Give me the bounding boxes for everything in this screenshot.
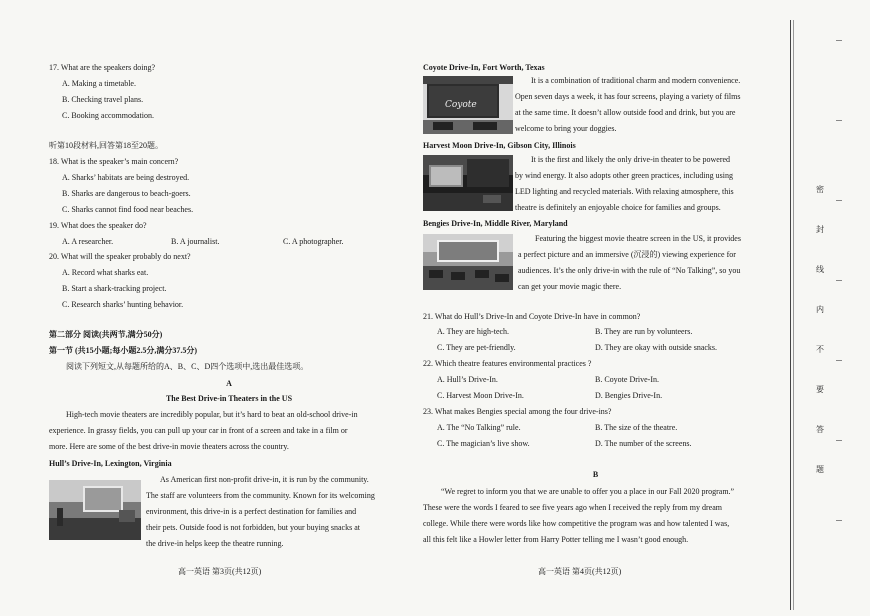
q20-option-c: C. Research sharks’ hunting behavior. (62, 300, 184, 309)
q21-option-a: A. They are high-tech. (437, 327, 510, 336)
passage-b-line-2: These were the words I feared to see five years ago when I received the reply from my dream (423, 503, 722, 512)
coyote-drive-in-photo (423, 76, 513, 134)
q19-option-a: A. A researcher. (62, 237, 114, 246)
binding-char-5: 不 (816, 345, 824, 354)
edge-tick (836, 120, 842, 121)
q17-option-c: C. Booking accommodation. (62, 111, 154, 120)
coyote-sign-text: Coyote (445, 100, 477, 110)
binding-line (790, 20, 791, 610)
right-page-footer: 高一英语 第4页(共12页) (538, 567, 622, 576)
intro-line-2: experience. In grassy fields, you can pull up your car in front of a screen and take in a film or (49, 426, 348, 435)
q22-option-b: B. Coyote Drive-In. (595, 375, 659, 384)
edge-tick (836, 440, 842, 441)
q22-option-d: D. Bengies Drive-In. (595, 391, 663, 400)
q21-option-b: B. They are run by volunteers. (595, 327, 693, 336)
harvest-text-1: It is the first and likely the only drive-in theater to be powered (531, 155, 731, 164)
coyote-text-4: welcome to bring your doggies. (515, 124, 617, 133)
q17-option-b: B. Checking travel plans. (62, 95, 144, 104)
harvest-title: Harvest Moon Drive-In, Gibson City, Illinois (423, 141, 576, 150)
hull-text-1: As American first non-profit drive-in, it is run by the community. (160, 475, 369, 484)
q23-option-b: B. The size of the theatre. (595, 423, 678, 432)
hull-title: Hull’s Drive-In, Lexington, Virginia (49, 459, 172, 468)
binding-char-4: 内 (816, 305, 824, 314)
bengies-text-2: a perfect picture and an immersive (沉浸的) viewing experience for (518, 250, 736, 259)
binding-strip (790, 20, 830, 610)
edge-tick (836, 360, 842, 361)
binding-char-2: 封 (816, 225, 824, 234)
passage-title: The Best Drive-in Theaters in the US (165, 394, 293, 403)
bengies-text-1: Featuring the biggest movie theatre screen in the US, it provides (535, 234, 741, 243)
q21-stem: 21. What do Hull’s Drive-In and Coyote Drive-In have in common? (423, 312, 641, 321)
q20-option-b: B. Start a shark-tracking project. (62, 284, 167, 293)
harvest-text-4: theatre is definitely an enjoyable choice for families and groups. (515, 203, 721, 212)
coyote-text-3: at the same time. It doesn’t allow outside food and drink, but you are (515, 108, 736, 117)
binding-line-secondary (793, 20, 794, 610)
hull-text-5: the drive-in helps keep the theatre running. (146, 539, 284, 548)
hull-text-4: their pets. Outside food is not forbidden, but your buying snacks at (146, 523, 360, 532)
binding-char-7: 答 (816, 425, 824, 434)
q23-option-a: A. The “No Talking” rule. (437, 423, 521, 432)
intro-line-1: High-tech movie theaters are incredibly popular, but it’s hard to beat an old-school drive-in (66, 410, 358, 419)
binding-char-6: 要 (816, 385, 824, 394)
binding-char-1: 密 (816, 185, 824, 194)
part-two-heading: 第二部分 阅读(共两节,满分50分) (49, 330, 163, 339)
q22-option-c: C. Harvest Moon Drive-In. (437, 391, 524, 400)
coyote-title: Coyote Drive-In, Fort Worth, Texas (423, 63, 545, 72)
q17-stem: 17. What are the speakers doing? (49, 63, 156, 72)
q22-option-a: A. Hull’s Drive-In. (437, 375, 498, 384)
passage-b-line-4: all this felt like a Howler letter from Harry Potter telling me I wasn’t good enough. (423, 535, 689, 544)
q18-option-b: B. Sharks are dangerous to beach-goers. (62, 189, 191, 198)
hull-text-3: environment, this drive-in is a perfect destination for families and (146, 507, 357, 516)
q17-option-a: A. Making a timetable. (62, 79, 136, 88)
edge-tick (836, 520, 842, 521)
left-page (0, 0, 410, 616)
q23-option-d: D. The number of the screens. (595, 439, 692, 448)
q22-stem: 22. Which theatre features environmental practices ? (423, 359, 592, 368)
coyote-text-2: Open seven days a week, it has four screens, playing a variety of films (515, 92, 741, 101)
q18-stem: 18. What is the speaker’s main concern? (49, 157, 179, 166)
scan-edge (830, 0, 870, 616)
q18-option-a: A. Sharks’ habitats are being destroyed. (62, 173, 190, 182)
hull-drive-in-photo (49, 480, 141, 540)
bengies-photo (423, 234, 513, 290)
harvest-text-2: by wind energy. It also adopts other green practices, including using (515, 171, 733, 180)
passage-letter-a: A (226, 379, 232, 388)
material-instruction: 听第10段材料,回答第18至20题。 (49, 141, 163, 150)
right-page (418, 0, 783, 616)
bengies-text-4: can get your movie magic there. (518, 282, 622, 291)
passage-b-line-1: “We regret to inform you that we are unable to offer you a place in our Fall 2020 program.” (441, 487, 735, 496)
intro-line-3: more. Here are some of the best drive-in movie theaters across the country. (49, 442, 289, 451)
left-page-footer: 高一英语 第3页(共12页) (178, 567, 262, 576)
edge-tick (836, 280, 842, 281)
q20-option-a: A. Record what sharks eat. (62, 268, 149, 277)
q19-stem: 19. What does the speaker do? (49, 221, 147, 230)
q21-option-c: C. They are pet-friendly. (437, 343, 516, 352)
hull-text-2: The staff are volunteers from the community. Known for its welcoming (146, 491, 375, 500)
q21-option-d: D. They are okay with outside snacks. (595, 343, 718, 352)
binding-char-3: 线 (816, 265, 824, 274)
bengies-title: Bengies Drive-In, Middle River, Maryland (423, 219, 568, 228)
edge-tick (836, 200, 842, 201)
q18-option-c: C. Sharks cannot find food near beaches. (62, 205, 194, 214)
reading-instruction: 阅读下列短文,从每题所给的A、B、C、D四个选项中,选出最佳选项。 (66, 362, 309, 371)
q19-option-c: C. A photographer. (283, 237, 344, 246)
q20-stem: 20. What will the speaker probably do next? (49, 252, 191, 261)
harvest-text-3: LED lighting and recycled materials. With relaxing atmosphere, this (515, 187, 734, 196)
section-one-heading: 第一节 (共15小题;每小题2.5分,满分37.5分) (49, 346, 197, 355)
q19-option-b: B. A journalist. (171, 237, 220, 246)
edge-tick (836, 40, 842, 41)
passage-b-line-3: college. While there were words like how competitive the program was and how talented I was, (423, 519, 730, 528)
coyote-text-1: It is a combination of traditional charm and modern convenience. (531, 76, 741, 85)
binding-char-8: 题 (816, 465, 824, 474)
bengies-text-3: audiences. It’s the only drive-in with the rule of “No Talking”, so you (518, 266, 741, 275)
q23-stem: 23. What makes Bengies special among the four drive-ins? (423, 407, 612, 416)
q23-option-c: C. The magician’s live show. (437, 439, 530, 448)
harvest-moon-photo (423, 155, 513, 211)
passage-letter-b: B (592, 470, 599, 479)
